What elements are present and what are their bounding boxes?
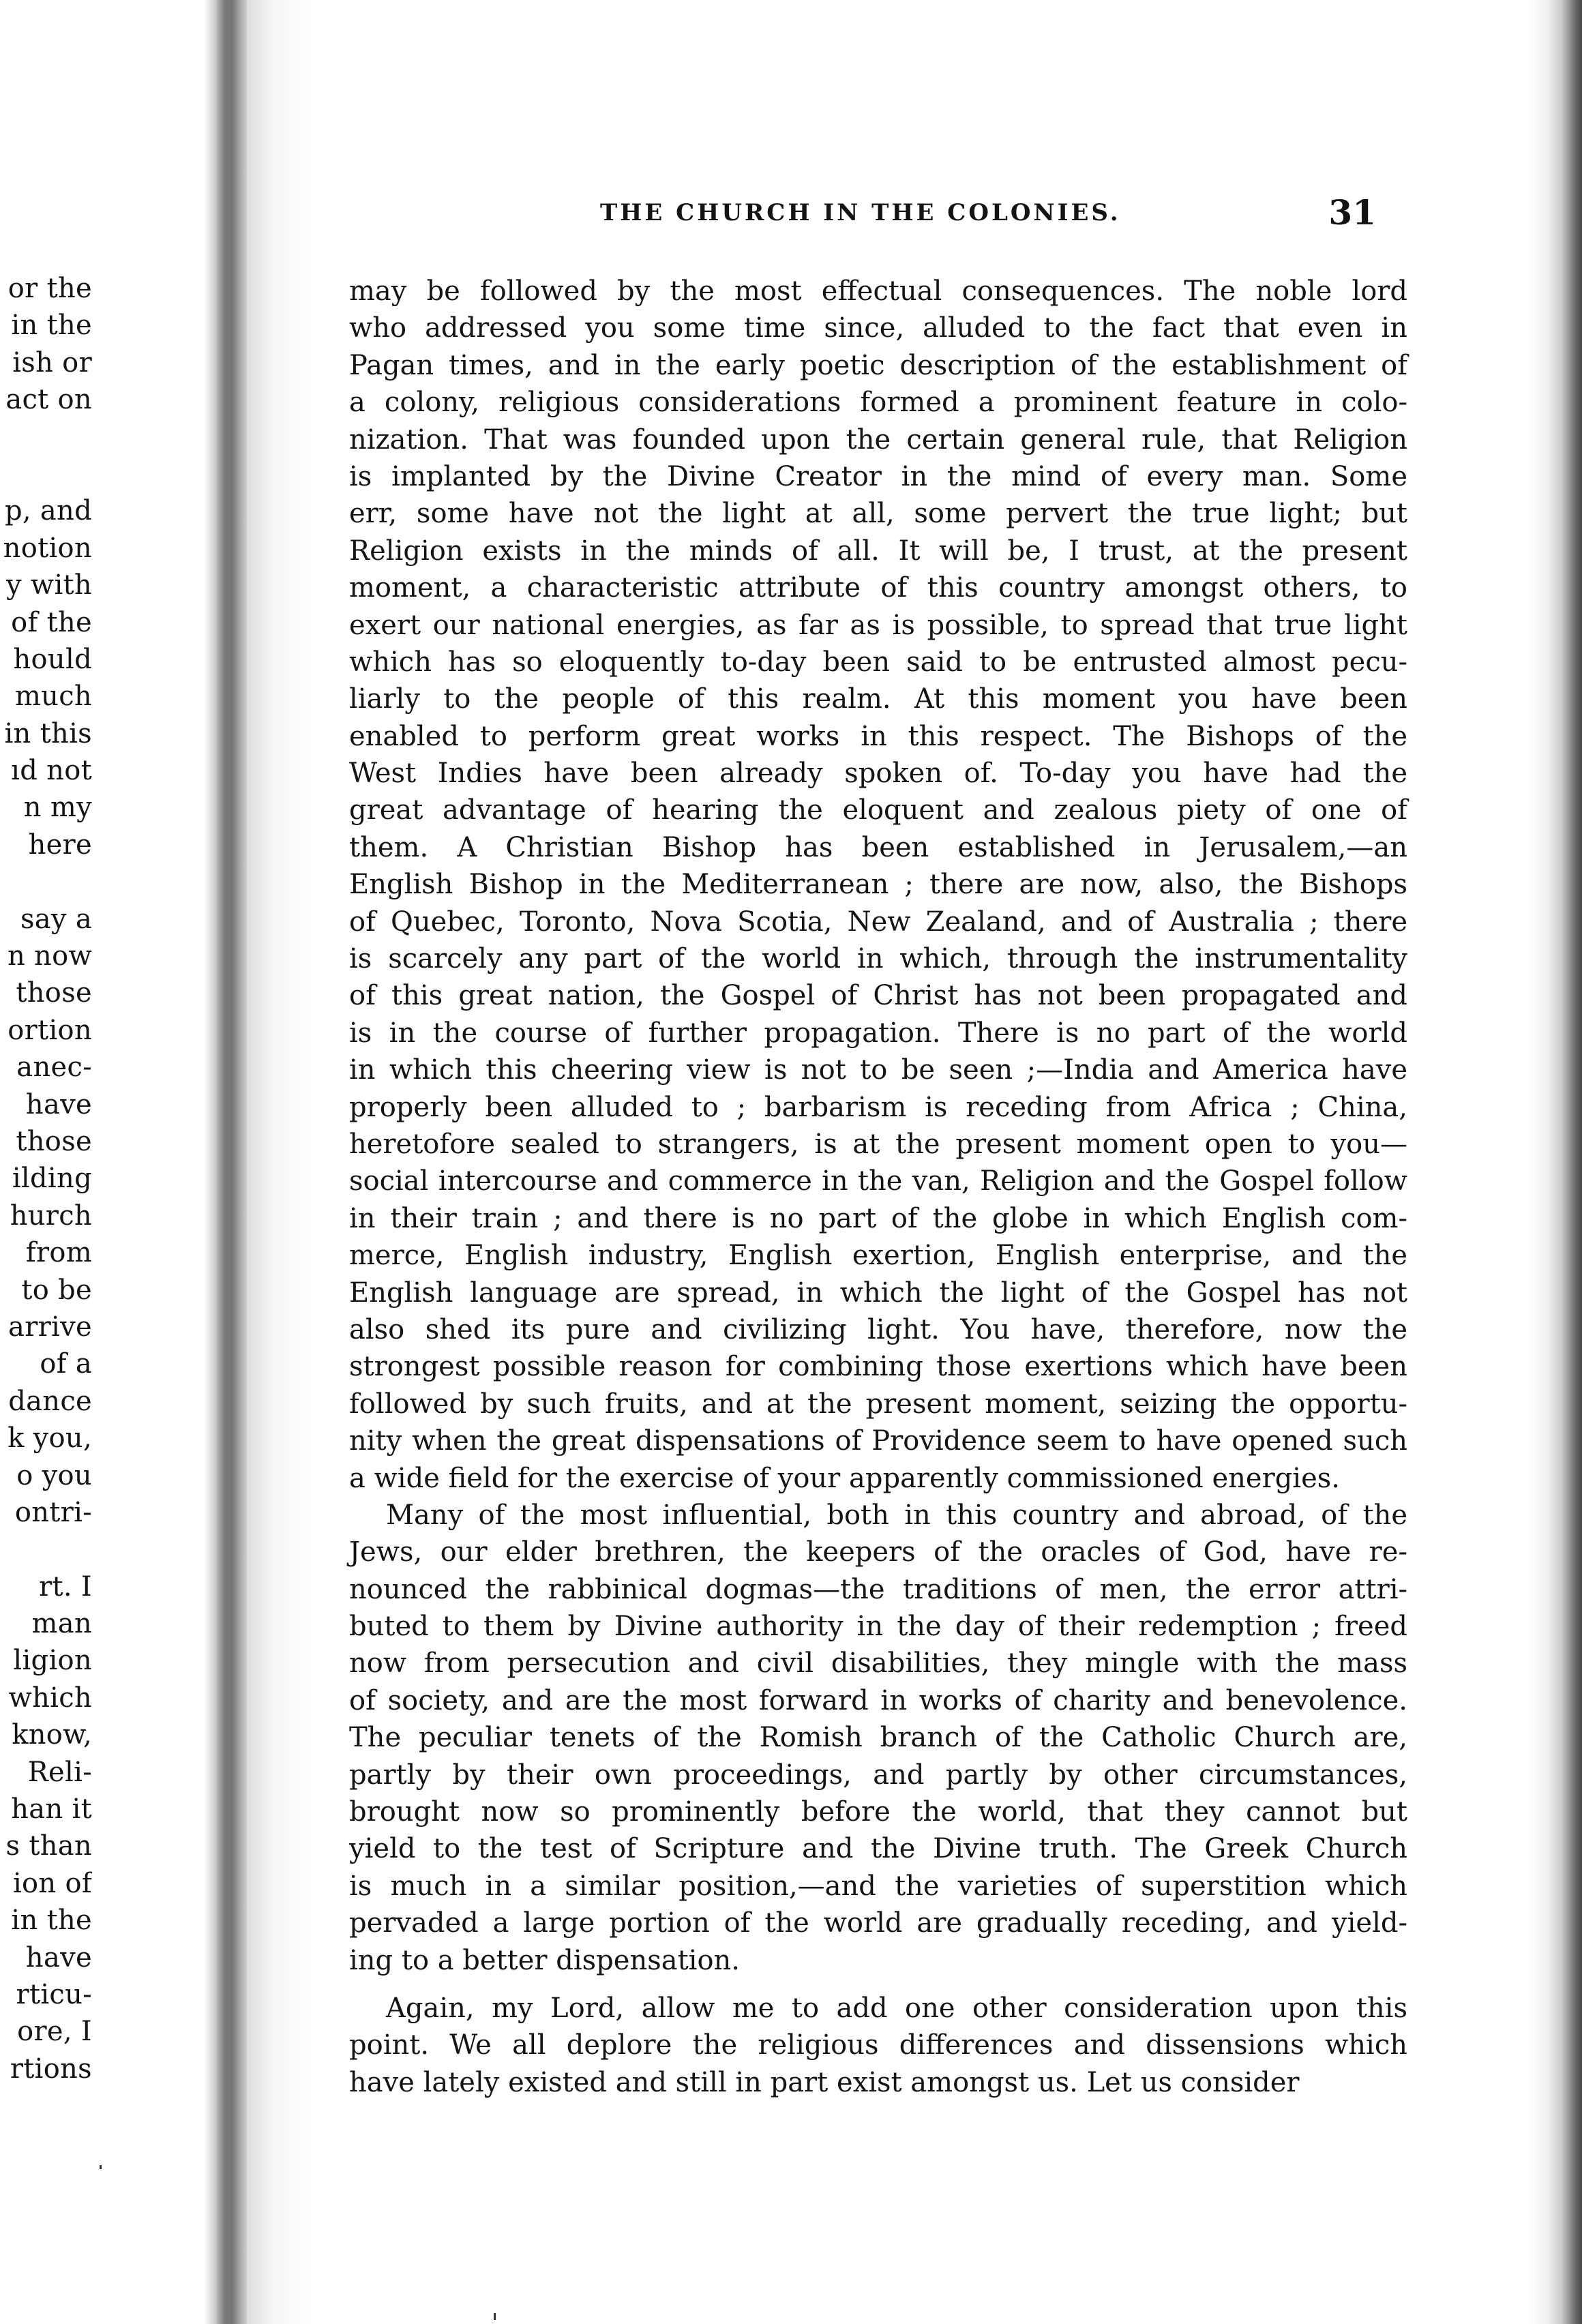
text-line: The peculiar tenets of the Romish branch of the Catholic Church are, bbox=[349, 1722, 1407, 1754]
text-line: exert our national energies, as far as is possible, to spread that true light bbox=[349, 609, 1407, 641]
facing-page-line: Reli- bbox=[27, 1756, 92, 1788]
facing-page-line: in the bbox=[11, 310, 92, 342]
facing-page-line: know, bbox=[12, 1719, 92, 1751]
facing-page-fragment bbox=[0, 270, 92, 2087]
text-line: may be followed by the most effectual consequences. The noble lord bbox=[349, 275, 1407, 307]
text-line: is much in a similar position,—and the varieties of superstition which bbox=[349, 1870, 1407, 1902]
running-head-title: THE CHURCH IN THE COLONIES. bbox=[600, 199, 1121, 226]
facing-page-line: man bbox=[31, 1608, 92, 1640]
text-line: have lately existed and still in part exist amongst us. Let us consider bbox=[349, 2066, 1300, 2098]
text-line: Pagan times, and in the early poetic description of the establishment of bbox=[349, 349, 1407, 381]
facing-page-line: y with bbox=[6, 569, 92, 601]
facing-page-line: or the bbox=[8, 273, 92, 304]
text-line: now from persecution and civil disabilities, they mingle with the mass bbox=[349, 1648, 1407, 1680]
facing-page-line bbox=[0, 863, 92, 900]
facing-page-line: from bbox=[25, 1237, 92, 1269]
facing-page-line: arrive bbox=[8, 1311, 92, 1343]
scan-speck bbox=[100, 2165, 102, 2169]
text-line: also shed its pure and civilizing light. You have, therefore, now the bbox=[349, 1313, 1407, 1345]
text-line: yield to the test of Scripture and the Divine truth. The Greek Church bbox=[349, 1833, 1407, 1865]
facing-page-line: notion bbox=[3, 532, 92, 564]
facing-page-line: rticu- bbox=[16, 1978, 92, 2010]
text-line: of society, and are the most forward in works of charity and benevolence. bbox=[349, 1684, 1407, 1716]
facing-page-line: rtions bbox=[10, 2053, 92, 2085]
paragraph-gap bbox=[349, 1979, 1407, 1990]
facing-page-line: ilding bbox=[12, 1163, 92, 1195]
text-line: brought now so prominently before the world, that they cannot but bbox=[349, 1796, 1407, 1828]
facing-page-line: of the bbox=[11, 606, 92, 638]
text-line: is scarcely any part of the world in which, through the instrumentality bbox=[349, 943, 1407, 975]
text-line: English Bishop in the Mediterranean ; there are now, also, the Bishops bbox=[349, 869, 1407, 901]
text-line: merce, English industry, English exertion, English enterprise, and the bbox=[349, 1240, 1407, 1272]
text-line: ing to a better dispensation. bbox=[349, 1944, 741, 1976]
facing-page-line: rt. I bbox=[39, 1570, 92, 1603]
text-line: properly been alluded to ; barbarism is receding from Africa ; China, bbox=[349, 1091, 1407, 1123]
facing-page-line: hould bbox=[13, 643, 92, 675]
facing-page-line: hurch bbox=[10, 1200, 92, 1232]
text-line: followed by such fruits, and at the present moment, seizing the opportu- bbox=[349, 1388, 1407, 1420]
text-line: Jews, our elder brethren, the keepers of the oracles of God, have re- bbox=[349, 1536, 1407, 1568]
text-line: English language are spread, in which the light of the Gospel has not bbox=[349, 1277, 1407, 1309]
text-line: moment, a characteristic attribute of this country amongst others, to bbox=[349, 572, 1407, 604]
text-line: a colony, religious considerations formed a prominent feature in colo- bbox=[349, 387, 1407, 419]
facing-page-line: ore, I bbox=[17, 2016, 92, 2048]
scan-speck bbox=[494, 2313, 496, 2320]
paragraph-p1 bbox=[349, 273, 1407, 1497]
paragraph-p3 bbox=[349, 1990, 1407, 2101]
facing-page-line: ortion bbox=[8, 1014, 92, 1046]
facing-page-line: n my bbox=[23, 792, 92, 824]
facing-page-line: ish or bbox=[12, 346, 92, 378]
text-line: err, some have not the light at all, some pervert the true light; but bbox=[349, 498, 1407, 530]
text-line: Religion exists in the minds of all. It will be, I trust, at the present bbox=[349, 535, 1407, 567]
facing-page-line: dance bbox=[8, 1385, 92, 1417]
text-line: enabled to perform great works in this respect. The Bishops of the bbox=[349, 720, 1407, 752]
facing-page-line: ion of bbox=[12, 1867, 92, 1899]
facing-page-line: those bbox=[16, 977, 92, 1009]
text-line: liarly to the people of this realm. At this moment you have been bbox=[349, 683, 1407, 715]
text-line: point. We all deplore the religious differences and dissensions which bbox=[349, 2029, 1407, 2061]
facing-page-line: which bbox=[8, 1682, 92, 1714]
text-line: nity when the great dispensations of Providence seem to have opened such bbox=[349, 1425, 1407, 1457]
facing-page-line bbox=[0, 419, 92, 456]
text-line: Many of the most influential, both in this country and abroad, of the bbox=[386, 1499, 1407, 1531]
text-line: of this great nation, the Gospel of Christ has not been propagated and bbox=[349, 980, 1407, 1012]
facing-page-line: here bbox=[28, 829, 92, 861]
body-text bbox=[349, 273, 1407, 2101]
text-line: West Indies have been already spoken of. To-day you have had the bbox=[349, 758, 1407, 790]
text-line: in their train ; and there is no part of the globe in which English com- bbox=[349, 1202, 1407, 1234]
text-line: is in the course of further propagation. There is no part of the world bbox=[349, 1017, 1407, 1049]
facing-page-line: of a bbox=[40, 1348, 92, 1380]
text-line: who addressed you some time since, alluded to the fact that even in bbox=[349, 312, 1407, 344]
text-line: social intercourse and commerce in the van, Religion and the Gospel follow bbox=[349, 1165, 1407, 1197]
text-line: of Quebec, Toronto, Nova Scotia, New Zealand, and of Australia ; there bbox=[349, 906, 1407, 938]
facing-page-line: in this bbox=[4, 717, 92, 749]
facing-page-line: han it bbox=[11, 1793, 92, 1826]
facing-page-line: have bbox=[25, 1088, 92, 1120]
facing-page-line bbox=[0, 456, 92, 492]
page-edge-shadow bbox=[1562, 0, 1582, 2324]
facing-page-line: have bbox=[25, 1941, 92, 1973]
text-line: which has so eloquently to-day been said to be entrusted almost pecu- bbox=[349, 646, 1407, 678]
text-line: heretofore sealed to strangers, is at the present moment open to you— bbox=[349, 1128, 1407, 1160]
facing-page-line: to be bbox=[21, 1274, 92, 1306]
facing-page-line: o you bbox=[16, 1459, 92, 1491]
facing-page-line: act on bbox=[5, 384, 92, 416]
text-line: a wide field for the exercise of your apparently commissioned energies. bbox=[349, 1462, 1341, 1494]
text-line: them. A Christian Bishop has been established in Jerusalem,—an bbox=[349, 831, 1407, 863]
facing-page-line: ıd not bbox=[11, 755, 92, 787]
running-head bbox=[600, 192, 1377, 233]
text-line: nization. That was founded upon the certain general rule, that Religion bbox=[349, 423, 1407, 456]
text-line: is implanted by the Divine Creator in the mind of every man. Some bbox=[349, 460, 1407, 492]
text-line: in which this cheering view is not to be seen ;—India and America have bbox=[349, 1054, 1407, 1086]
facing-page-line: s than bbox=[5, 1830, 92, 1862]
facing-page-line: say a bbox=[20, 903, 92, 935]
text-line: nounced the rabbinical dogmas—the traditions of men, the error attri- bbox=[349, 1573, 1407, 1605]
facing-page-line: anec- bbox=[16, 1052, 92, 1084]
facing-page-line: much bbox=[14, 681, 92, 713]
text-line: strongest possible reason for combining those exertions which have been bbox=[349, 1351, 1407, 1383]
text-line: great advantage of hearing the eloquent and zealous piety of one of bbox=[349, 794, 1407, 826]
book-gutter-shadow bbox=[217, 0, 247, 2324]
paragraph-p2 bbox=[349, 1497, 1407, 1979]
facing-page-line: ontri- bbox=[14, 1496, 92, 1528]
facing-page-line: in the bbox=[11, 1905, 92, 1937]
facing-page-line bbox=[0, 1531, 92, 1568]
text-line: buted to them by Divine authority in the day of their redemption ; freed bbox=[349, 1611, 1407, 1643]
facing-page-line: n now bbox=[7, 940, 92, 972]
text-line: partly by their own proceedings, and partly by other circumstances, bbox=[349, 1759, 1407, 1791]
text-line: pervaded a large portion of the world are gradually receding, and yield- bbox=[349, 1907, 1407, 1939]
facing-page-line: k you, bbox=[8, 1422, 92, 1455]
facing-page-line: those bbox=[16, 1125, 92, 1157]
page-number: 31 bbox=[1328, 192, 1376, 233]
text-line: Again, my Lord, allow me to add one other consideration upon this bbox=[386, 1992, 1407, 2024]
facing-page-line: ligion bbox=[13, 1645, 92, 1677]
facing-page-line: p, and bbox=[4, 495, 92, 527]
